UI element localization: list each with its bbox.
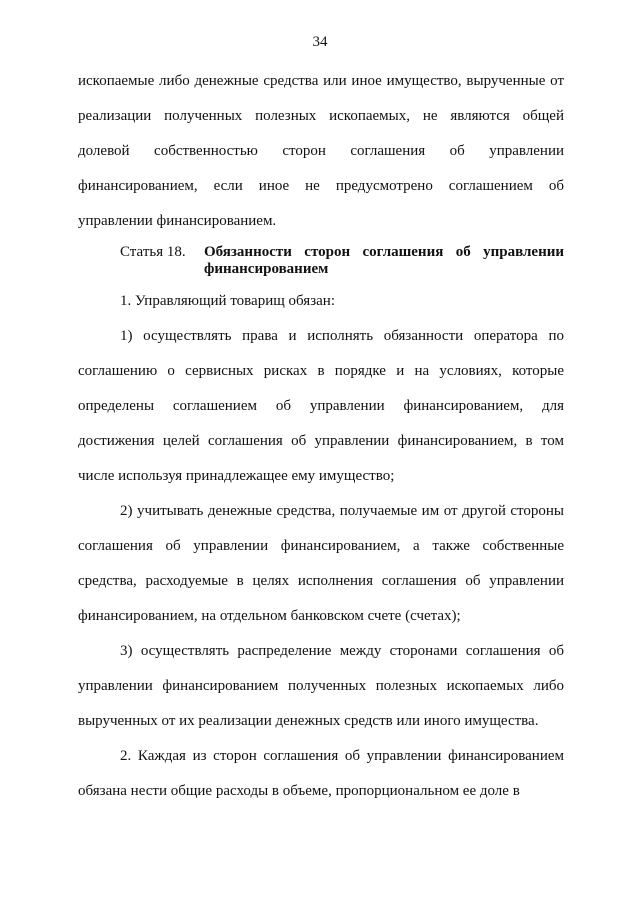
- article-heading: [78, 244, 564, 278]
- clause-2: 2. Каждая из сторон соглашения об управлении финансированием обязана нести общие расходы в объеме, пропорциональном ее доле в: [78, 748, 564, 799]
- clause-1-intro: 1. Управляющий товарищ обязан:: [120, 293, 335, 309]
- page-number: 34: [312, 34, 328, 50]
- clause-1-item-1: 1) осуществлять права и исполнять обязанности оператора по соглашению о сервисных рисках в порядке и на условиях, которые определены соглашением об управлении финансированием, для достижения целей соглашения об управлении финансированием, в том числе используя принадлежащее ему имущество;: [78, 328, 564, 484]
- clause-1-item-2: 2) учитывать денежные средства, получаемые им от другой стороны соглашения об управлении финансированием, а также собственные средства, расходуемые в целях исполнения соглашения об управлении финансированием, на отдельном банковском счете (счетах);: [78, 503, 564, 624]
- article-number: Статья 18.: [120, 244, 186, 260]
- article-title: Обязанности сторон соглашения об управлении финансированием: [204, 244, 564, 277]
- paragraph-continuation: ископаемые либо денежные средства или иное имущество, вырученные от реализации полученных полезных ископаемых, не являются общей долевой собственностью сторон соглашения об управлении финансированием, если иное не предусмотрено соглашением об управлении финансированием.: [78, 73, 564, 229]
- document-body: [78, 64, 564, 809]
- clause-1-item-3: 3) осуществлять распределение между сторонами соглашения об управлении финансированием полученных полезных ископаемых либо вырученных от их реализации денежных средств или иного имущества.: [78, 643, 564, 729]
